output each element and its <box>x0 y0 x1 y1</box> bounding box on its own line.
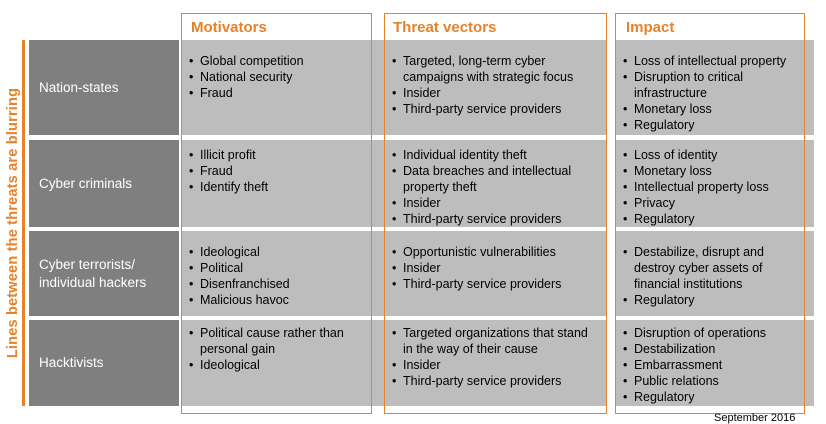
column-header-motivators: Motivators <box>191 19 267 36</box>
side-divider <box>22 40 25 406</box>
list-item: • Embarrassment <box>621 357 801 373</box>
list-item: • Monetary loss <box>621 101 801 117</box>
list-item: • Illicit profit <box>187 147 366 163</box>
column-header-impact: Impact <box>626 19 675 36</box>
cell-threat-vectors <box>384 40 607 135</box>
list-item: • Destabilization <box>621 341 801 357</box>
row-filler <box>372 40 384 135</box>
list-item: • Ideological <box>187 244 366 260</box>
cell-impact <box>615 40 805 135</box>
row-filler <box>372 231 384 316</box>
side-label-text: Lines between the threats are blurring <box>5 87 21 359</box>
list-item: • Intellectual property loss <box>621 179 801 195</box>
row-header-label: Nation-states <box>39 79 119 95</box>
row-header-nation-states <box>29 40 179 135</box>
list-item: • Insider <box>390 195 601 211</box>
list-item: • Fraud <box>187 85 366 101</box>
cell-impact <box>615 320 805 406</box>
row-header-label: Hacktivists <box>39 355 104 370</box>
list-item: • Regulatory <box>621 292 801 308</box>
list-item: • Privacy <box>621 195 801 211</box>
cell-impact <box>615 231 805 316</box>
list-item: • Malicious havoc <box>187 292 366 308</box>
row-filler <box>372 320 384 406</box>
list-item: • Loss of identity <box>621 147 801 163</box>
list-item: • Targeted organizations that stand in the way of their cause <box>390 325 601 357</box>
list-item: • Identify theft <box>187 179 366 195</box>
list-item: • Ideological <box>187 357 366 373</box>
cell-threat-vectors <box>384 231 607 316</box>
list-item: • National security <box>187 69 366 85</box>
row-header-label: Cyber criminals <box>39 175 133 191</box>
row-filler <box>805 140 814 227</box>
row-header-hacktivists <box>29 320 179 406</box>
list-item: • Opportunistic vulnerabilities <box>390 244 601 260</box>
list-item: • Data breaches and intellectual property theft <box>390 163 601 195</box>
list-item: • Public relations <box>621 373 801 389</box>
cell-motivators <box>181 231 372 316</box>
list-item: • Destabilize, disrupt and destroy cyber assets of financial institutions <box>621 244 801 292</box>
row-filler <box>805 320 814 406</box>
list-item: • Global competition <box>187 53 366 69</box>
footer-date: September 2016 <box>714 412 796 424</box>
column-header-threat-vectors: Threat vectors <box>393 19 497 36</box>
list-item: • Third-party service providers <box>390 373 601 389</box>
list-item: • Monetary loss <box>621 163 801 179</box>
row-filler <box>805 231 814 316</box>
row-header-cyber-criminals <box>29 140 179 227</box>
list-item: • Individual identity theft <box>390 147 601 163</box>
cell-motivators <box>181 140 372 227</box>
list-item: • Insider <box>390 260 601 276</box>
list-item: • Regulatory <box>621 211 801 227</box>
list-item: • Loss of intellectual property <box>621 53 801 69</box>
cell-motivators <box>181 320 372 406</box>
list-item: • Disruption of operations <box>621 325 801 341</box>
list-item: • Regulatory <box>621 117 801 133</box>
list-item: • Fraud <box>187 163 366 179</box>
row-filler <box>805 40 814 135</box>
list-item: • Insider <box>390 85 601 101</box>
list-item: • Disenfranchised <box>187 276 366 292</box>
list-item: • Disruption to critical infrastructure <box>621 69 801 101</box>
cell-motivators <box>181 40 372 135</box>
list-item: • Targeted, long-term cyber campaigns with strategic focus <box>390 53 601 85</box>
list-item: • Third-party service providers <box>390 101 601 117</box>
row-header-label: Cyber terrorists/ individual hackers <box>39 256 147 290</box>
cell-threat-vectors <box>384 140 607 227</box>
list-item: • Third-party service providers <box>390 276 601 292</box>
list-item: • Political <box>187 260 366 276</box>
list-item: • Political cause rather than personal gain <box>187 325 366 357</box>
list-item: • Regulatory <box>621 389 801 405</box>
cell-threat-vectors <box>384 320 607 406</box>
cell-impact <box>615 140 805 227</box>
row-filler <box>372 140 384 227</box>
row-header-cyber-terrorists <box>29 231 179 316</box>
list-item: • Third-party service providers <box>390 211 601 227</box>
list-item: • Insider <box>390 357 601 373</box>
